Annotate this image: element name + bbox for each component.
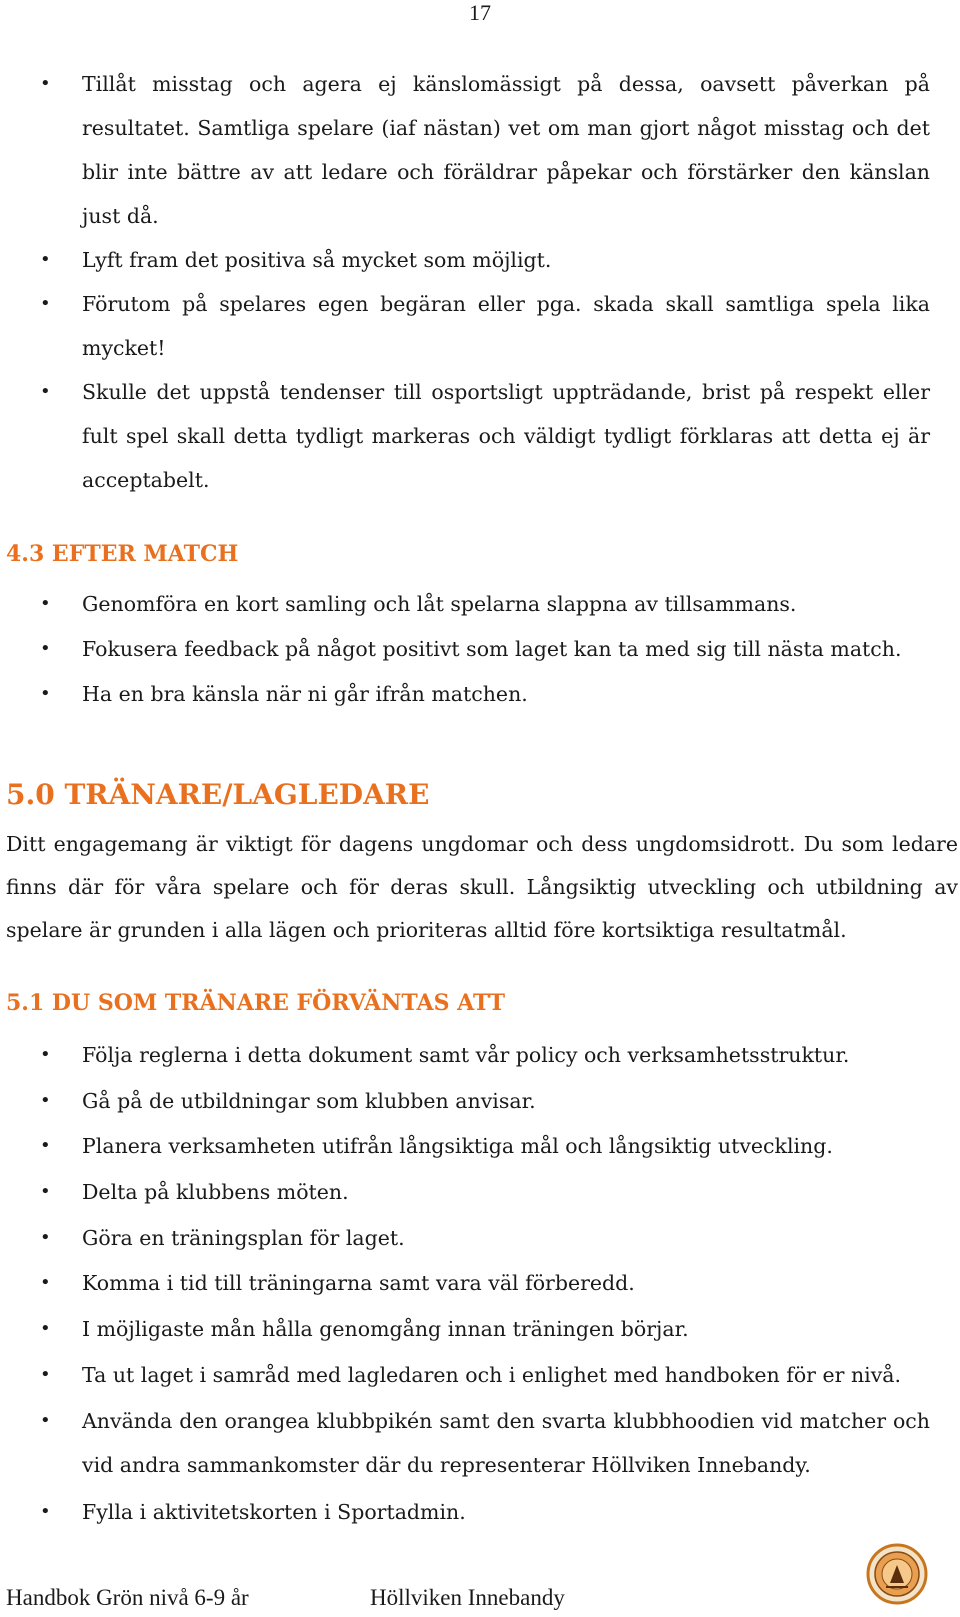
bullet-list-efter-match — [0, 582, 960, 717]
list-item — [0, 1399, 960, 1490]
intro-paragraph: Ditt engagemang är viktigt för dagens ungdomar och dess ungdomsidrott. Du som ledare finns där för våra spelare och för deras skull. Långsiktig utveckling och utbildning av spelare är grunden i alla lägen och prioriteras alltid före kortsiktiga resultatmål. — [6, 832, 958, 942]
section-heading-tranare-forvantas: 5.1 DU SOM TRÄNARE FÖRVÄNTAS ATT — [6, 990, 505, 1016]
bullet-list-top — [0, 62, 960, 502]
list-item-text: Genomföra en kort samling och låt spelarna slappna av tillsammans. — [82, 592, 797, 616]
list-item-text: Förutom på spelares egen begäran eller pga. skada skall samtliga spela lika mycket! — [82, 292, 930, 360]
list-item — [0, 582, 960, 627]
section-heading-tranare-lagledare: 5.0 TRÄNARE/LAGLEDARE — [6, 778, 430, 811]
list-item — [0, 1307, 960, 1353]
bullet-icon: • — [40, 1272, 51, 1294]
bullet-icon: • — [40, 638, 51, 659]
bullet-icon: • — [40, 1226, 51, 1248]
list-item-text: Skulle det uppstå tendenser till osportsligt uppträdande, brist på respekt eller fult spel skall detta tydligt markeras och väldigt tydligt förklaras att detta ej är acceptabelt. — [82, 380, 930, 492]
list-item — [0, 370, 960, 502]
list-item — [0, 1490, 960, 1536]
list-item-text: I möjligaste mån hålla genomgång innan träningen börjar. — [82, 1317, 689, 1342]
list-item — [0, 62, 960, 238]
section-heading-efter-match: 4.3 EFTER MATCH — [6, 541, 239, 567]
list-item — [0, 672, 960, 717]
list-item-text: Gå på de utbildningar som klubben anvisar. — [82, 1088, 536, 1113]
list-item-text: Ta ut laget i samråd med lagledaren och i enlighet med handboken för er nivå. — [82, 1362, 902, 1387]
list-item-text: Följa reglerna i detta dokument samt vår policy och verksamhetsstruktur. — [82, 1043, 850, 1067]
bullet-icon: • — [40, 1135, 51, 1157]
list-item-text: Delta på klubbens möten. — [82, 1180, 349, 1205]
list-item-text: Komma i tid till träningarna samt vara väl förberedd. — [82, 1271, 635, 1296]
list-item — [0, 1079, 960, 1125]
list-item — [0, 1353, 960, 1399]
bullet-icon: • — [40, 1318, 51, 1340]
list-item-text: Använda den orangea klubbpikén samt den svarta klubbhoodien vid matcher och vid andra sammankomster där du representerar Höllviken Innebandy. — [82, 1408, 930, 1477]
bullet-icon: • — [40, 73, 51, 94]
list-item — [0, 1216, 960, 1262]
list-item — [0, 282, 960, 370]
bullet-icon: • — [40, 1181, 51, 1203]
list-item-text: Fokusera feedback på något positivt som laget kan ta med sig till nästa match. — [82, 637, 902, 661]
list-item — [0, 1170, 960, 1216]
bullet-icon: • — [40, 1409, 51, 1431]
bullet-icon: • — [40, 293, 51, 314]
list-item — [0, 1124, 960, 1170]
bullet-icon: • — [40, 683, 51, 704]
footer-club-name: Höllviken Innebandy — [370, 1585, 565, 1610]
list-item — [0, 238, 960, 282]
page-number: 17 — [469, 0, 491, 25]
bullet-icon: • — [40, 381, 51, 402]
list-item-text: Fylla i aktivitetskorten i Sportadmin. — [82, 1499, 466, 1524]
list-item-text: Lyft fram det positiva så mycket som möjligt. — [82, 248, 552, 272]
bullet-icon: • — [40, 249, 51, 270]
list-item — [0, 1033, 960, 1079]
list-item — [0, 1261, 960, 1307]
bullet-icon: • — [40, 593, 51, 614]
bullet-icon: • — [40, 1500, 51, 1522]
bullet-icon: • — [40, 1089, 51, 1111]
bullet-list-tranare-forvantas — [0, 1033, 960, 1535]
club-logo-icon — [866, 1543, 928, 1605]
list-item — [0, 627, 960, 672]
footer-handbook-title: Handbok Grön nivå 6-9 år — [6, 1585, 249, 1610]
bullet-icon: • — [40, 1363, 51, 1385]
list-item-text: Planera verksamheten utifrån långsiktiga mål och långsiktig utveckling. — [82, 1134, 833, 1159]
list-item-text: Ha en bra känsla när ni går ifrån matchen. — [82, 682, 528, 706]
bullet-icon: • — [40, 1044, 51, 1065]
list-item-text: Göra en träningsplan för laget. — [82, 1225, 405, 1250]
list-item-text: Tillåt misstag och agera ej känslomässigt på dessa, oavsett påverkan på resultatet. Samtliga spelare (iaf nästan) vet om man gjort något misstag och det blir inte bättre av att ledare och föräldrar påpekar och förstärker den känslan just då. — [82, 72, 930, 228]
